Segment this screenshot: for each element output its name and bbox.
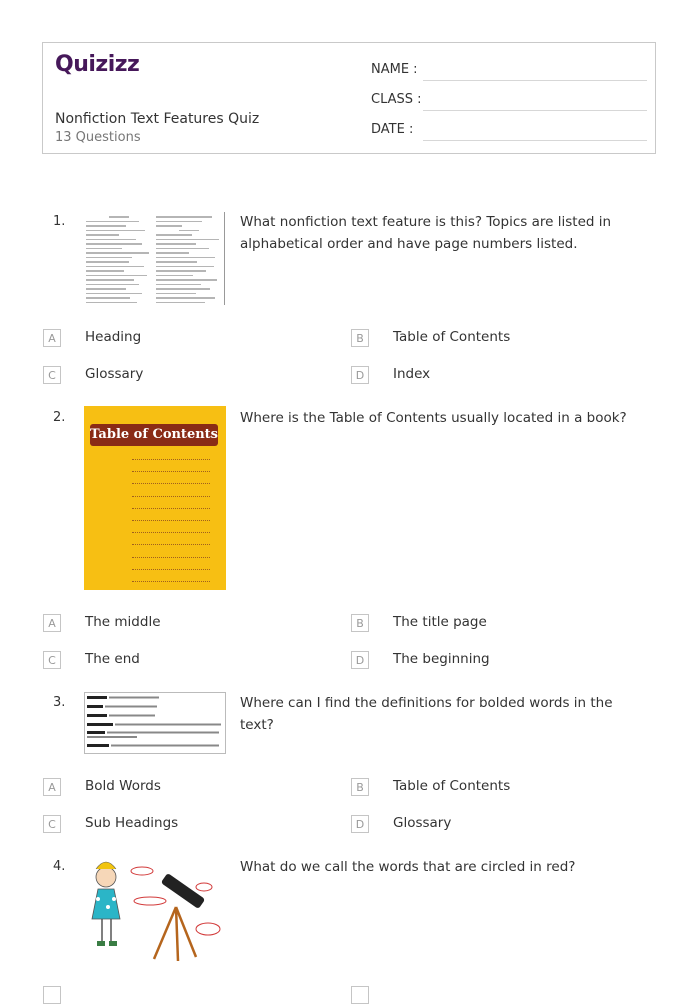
- answer-option[interactable]: The end: [85, 651, 140, 667]
- answer-option[interactable]: Table of Contents: [393, 778, 511, 794]
- option-letter: D: [351, 815, 369, 833]
- glossary-image: [84, 692, 226, 754]
- answer-option[interactable]: Sub Headings: [85, 815, 179, 831]
- option-letter: B: [351, 778, 369, 796]
- answer-option[interactable]: Index: [393, 366, 431, 382]
- date-field[interactable]: [371, 122, 647, 137]
- name-label: NAME :: [371, 62, 418, 77]
- telescope-labels-image: [84, 855, 226, 967]
- answer-option[interactable]: Bold Words: [85, 778, 161, 794]
- question-number: 1.: [53, 214, 66, 229]
- answer-option[interactable]: The middle: [85, 614, 161, 630]
- option-letter: A: [43, 778, 61, 796]
- quizizz-logo: Quizizz: [55, 52, 140, 77]
- class-line: [423, 110, 647, 111]
- option-letter: D: [351, 651, 369, 669]
- class-label: CLASS :: [371, 92, 422, 107]
- question-text: Where can I find the definitions for bolded words in the text?: [240, 695, 613, 733]
- option-letter-partial: [351, 986, 369, 1004]
- question-number: 3.: [53, 695, 66, 710]
- name-line: [423, 80, 647, 81]
- worksheet-header: [42, 42, 656, 154]
- option-letter: B: [351, 614, 369, 632]
- question-text: Where is the Table of Contents usually located in a book?: [240, 410, 627, 426]
- date-line: [423, 140, 647, 141]
- question-number: 4.: [53, 859, 66, 874]
- answer-option[interactable]: Heading: [85, 329, 142, 345]
- option-letter-partial: [43, 986, 61, 1004]
- table-of-contents-image: [84, 406, 226, 590]
- quiz-title: Nonfiction Text Features Quiz: [55, 111, 260, 127]
- answer-option[interactable]: The title page: [393, 614, 487, 630]
- question-number: 2.: [53, 410, 66, 425]
- date-label: DATE :: [371, 122, 414, 137]
- option-letter: C: [43, 815, 61, 833]
- option-letter: A: [43, 329, 61, 347]
- answer-option[interactable]: Glossary: [393, 815, 452, 831]
- option-letter: D: [351, 366, 369, 384]
- answer-option[interactable]: Glossary: [85, 366, 144, 382]
- option-letter: C: [43, 366, 61, 384]
- glossary-lines: [85, 693, 225, 753]
- answer-option[interactable]: Table of Contents: [393, 329, 511, 345]
- question-text: What nonfiction text feature is this? Topics are listed in alphabetical order and have page numbers listed.: [240, 214, 612, 252]
- class-field[interactable]: [371, 92, 647, 107]
- question-text: What do we call the words that are circled in red?: [240, 859, 576, 875]
- option-letter: C: [43, 651, 61, 669]
- answer-option[interactable]: The beginning: [393, 651, 490, 667]
- index-page-image: [84, 212, 226, 305]
- toc-banner: Table of Contents: [90, 424, 218, 446]
- name-field[interactable]: [371, 62, 647, 77]
- option-letter: B: [351, 329, 369, 347]
- question-count: 13 Questions: [55, 130, 141, 145]
- option-letter: A: [43, 614, 61, 632]
